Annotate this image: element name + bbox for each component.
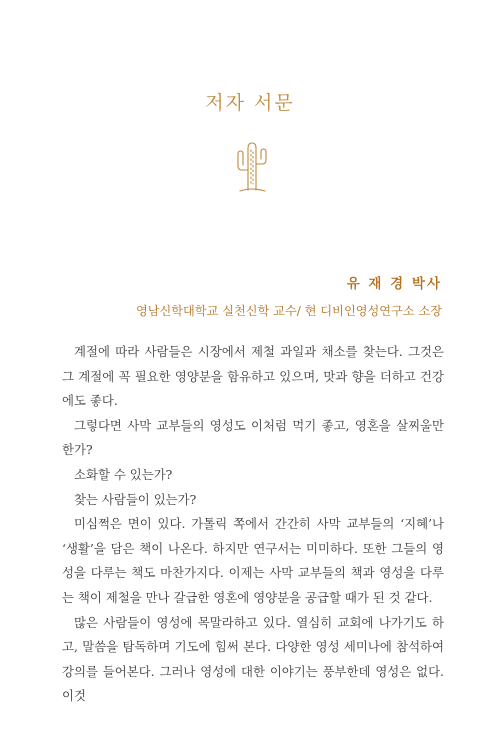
cactus-icon [232,140,272,194]
author-name: 유 재 경 박사 [346,276,442,292]
author-block [136,272,442,319]
paragraph: 계절에 따라 사람들은 시장에서 제철 과일과 채소를 찾는다. 그것은 그 계절에 꼭 필요한 영양분을 함유하고 있으며, 맛과 향을 더하고 건강에도 좋다. [62,344,444,409]
paragraph: 그렇다면 사막 교부들의 영성도 이처럼 먹기 좋고, 영혼을 살찌울만한가? [62,417,444,458]
page-title: 저자 서문 [205,92,295,114]
paragraph: 찾는 사람들이 있는가? [74,491,197,507]
paragraph: 많은 사람들이 영성에 목말라하고 있다. 열심히 교회에 나가기도 하고, 말씀을 탐독하며 기도에 힘써 본다. 다양한 영성 세미나에 참석하여 강의를 들어본다. 그러나 영성에 대한 이야기는 풍부한데 영성은 없다. 이것 [62,614,444,704]
author-affiliation: 영남신학대학교 실천신학 교수/ 현 디비인영성연구소 소장 [135,304,442,318]
preface-body [62,340,444,709]
paragraph: 소화할 수 있는가? [74,466,173,482]
paragraph: 미심쩍은 면이 있다. 가톨릭 쪽에서 간간히 사막 교부들의 ‘지혜’나 ‘생활’을 담은 책이 나온다. 하지만 연구서는 미미하다. 또한 그들의 영성을 다루는 책도 마찬가지다. 이제는 사막 교부들의 책과 영성을 다루는 책이 제철을 만나 갈급한 영혼에 영양분을 공급할 때가 된 것 같다. [62,516,444,605]
